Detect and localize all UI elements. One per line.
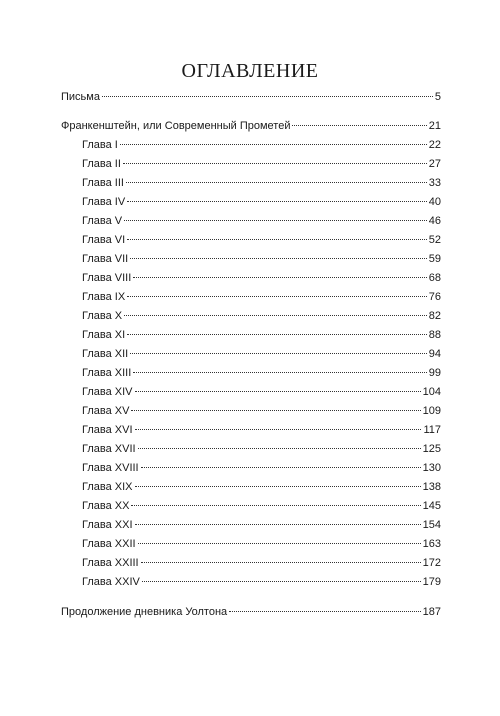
toc-entry-chapter[interactable] — [61, 478, 441, 497]
toc-entry-page: 138 — [422, 481, 441, 493]
dot-leader — [135, 391, 421, 392]
toc-entry-chapter[interactable] — [61, 383, 441, 402]
toc-entry-chapter[interactable] — [61, 364, 441, 383]
dot-leader — [131, 410, 420, 411]
toc-entry-page: 22 — [428, 139, 441, 151]
toc-entry-label: Глава XIV — [82, 386, 133, 398]
toc-entry-page: 46 — [428, 215, 441, 227]
toc-entry-label: Продолжение дневника Уолтона — [61, 606, 228, 618]
toc-entry-label: Глава VI — [82, 234, 126, 246]
dot-leader — [127, 296, 427, 297]
dot-leader — [133, 277, 426, 278]
toc-entry-chapter[interactable] — [61, 326, 441, 345]
dot-leader — [102, 96, 433, 97]
toc-entry-label: Письма — [61, 91, 100, 103]
toc-entry-label: Глава V — [82, 215, 123, 227]
dot-leader — [135, 486, 421, 487]
toc-entry-page: 27 — [428, 158, 441, 170]
toc-entry-page: 88 — [428, 329, 441, 341]
dot-leader — [131, 505, 420, 506]
section-gap — [61, 107, 441, 117]
toc-entry-chapter[interactable] — [61, 440, 441, 459]
toc-entry-page: 172 — [422, 557, 441, 569]
toc-entry-label: Глава X — [82, 310, 123, 322]
toc-entry-page: 109 — [422, 405, 441, 417]
toc-entry-label: Глава XV — [82, 405, 130, 417]
toc-entry-label: Глава XII — [82, 348, 129, 360]
toc-entry-chapter[interactable] — [61, 535, 441, 554]
toc-entry-label: Глава XXII — [82, 538, 136, 550]
toc-entry-page: 5 — [434, 91, 441, 103]
toc-entry-label: Глава XXIII — [82, 557, 139, 569]
dot-leader — [124, 315, 427, 316]
toc-entry-page: 130 — [422, 462, 441, 474]
toc-entry-page: 104 — [422, 386, 441, 398]
toc-entry-chapter[interactable] — [61, 288, 441, 307]
toc-entry-walton-journal[interactable] — [61, 603, 441, 622]
toc-entry-page: 125 — [422, 443, 441, 455]
toc-entry-page: 99 — [428, 367, 441, 379]
toc-entry-page: 52 — [428, 234, 441, 246]
toc-entry-label: Франкенштейн, или Современный Прометей — [61, 120, 291, 132]
toc-entry-chapter[interactable] — [61, 174, 441, 193]
dot-leader — [133, 372, 426, 373]
toc-entry-page: 68 — [428, 272, 441, 284]
toc-entry-chapter[interactable] — [61, 269, 441, 288]
toc-entry-label: Глава XVII — [82, 443, 136, 455]
toc-entry-chapter[interactable] — [61, 136, 441, 155]
toc-entry-label: Глава IX — [82, 291, 126, 303]
toc-entry-chapter[interactable] — [61, 231, 441, 250]
section-gap — [61, 592, 441, 603]
toc-entry-chapter[interactable] — [61, 554, 441, 573]
toc-entry-label: Глава I — [82, 139, 118, 151]
dot-leader — [292, 125, 426, 126]
toc-entry-frankenstein[interactable] — [61, 117, 441, 136]
dot-leader — [135, 429, 422, 430]
toc-entry-chapter[interactable] — [61, 193, 441, 212]
toc-entry-label: Глава II — [82, 158, 121, 170]
toc-entry-label: Глава XIX — [82, 481, 133, 493]
toc-entry-page: 117 — [423, 424, 441, 436]
dot-leader — [130, 258, 427, 259]
toc-entry-page: 40 — [428, 196, 441, 208]
table-of-contents — [61, 88, 441, 622]
toc-entry-chapter[interactable] — [61, 573, 441, 592]
toc-entry-page: 59 — [428, 253, 441, 265]
toc-entry-chapter[interactable] — [61, 307, 441, 326]
toc-entry-page: 21 — [428, 120, 441, 132]
toc-entry-label: Глава VIII — [82, 272, 132, 284]
dot-leader — [120, 144, 427, 145]
toc-entry-chapter[interactable] — [61, 516, 441, 535]
toc-entry-chapter[interactable] — [61, 250, 441, 269]
toc-entry-page: 76 — [428, 291, 441, 303]
toc-entry-chapter[interactable] — [61, 345, 441, 364]
dot-leader — [127, 239, 427, 240]
dot-leader — [123, 163, 427, 164]
toc-entry-label: Глава XXIV — [82, 576, 140, 588]
dot-leader — [127, 334, 427, 335]
toc-entry-page: 145 — [422, 500, 441, 512]
toc-entry-chapter[interactable] — [61, 459, 441, 478]
toc-entry-label: Глава XVI — [82, 424, 133, 436]
toc-entry-chapter[interactable] — [61, 212, 441, 231]
toc-entry-page: 154 — [422, 519, 441, 531]
dot-leader — [229, 611, 420, 612]
toc-entry-page: 179 — [422, 576, 441, 588]
dot-leader — [138, 543, 421, 544]
toc-entry-page: 33 — [428, 177, 441, 189]
toc-entry-label: Глава XVIII — [82, 462, 139, 474]
toc-entry-label: Глава XX — [82, 500, 130, 512]
toc-entry-label: Глава III — [82, 177, 124, 189]
dot-leader — [135, 524, 421, 525]
toc-entry-label: Глава XI — [82, 329, 126, 341]
toc-entry-letters[interactable] — [61, 88, 441, 107]
toc-entry-chapter[interactable] — [61, 155, 441, 174]
toc-entry-label: Глава XXI — [82, 519, 133, 531]
dot-leader — [141, 562, 421, 563]
dot-leader — [124, 220, 427, 221]
dot-leader — [138, 448, 421, 449]
dot-leader — [126, 182, 427, 183]
page-title: ОГЛАВЛЕНИЕ — [181, 60, 319, 82]
toc-entry-page: 94 — [428, 348, 441, 360]
dot-leader — [127, 201, 427, 202]
dot-leader — [142, 581, 421, 582]
toc-entry-page: 163 — [422, 538, 441, 550]
toc-entry-page: 82 — [428, 310, 441, 322]
toc-entry-label: Глава XIII — [82, 367, 132, 379]
toc-entry-label: Глава IV — [82, 196, 126, 208]
toc-entry-label: Глава VII — [82, 253, 129, 265]
toc-entry-page: 187 — [422, 606, 441, 618]
dot-leader — [130, 353, 427, 354]
toc-entry-chapter[interactable] — [61, 402, 441, 421]
toc-entry-chapter[interactable] — [61, 497, 441, 516]
dot-leader — [141, 467, 421, 468]
toc-entry-chapter[interactable] — [61, 421, 441, 440]
